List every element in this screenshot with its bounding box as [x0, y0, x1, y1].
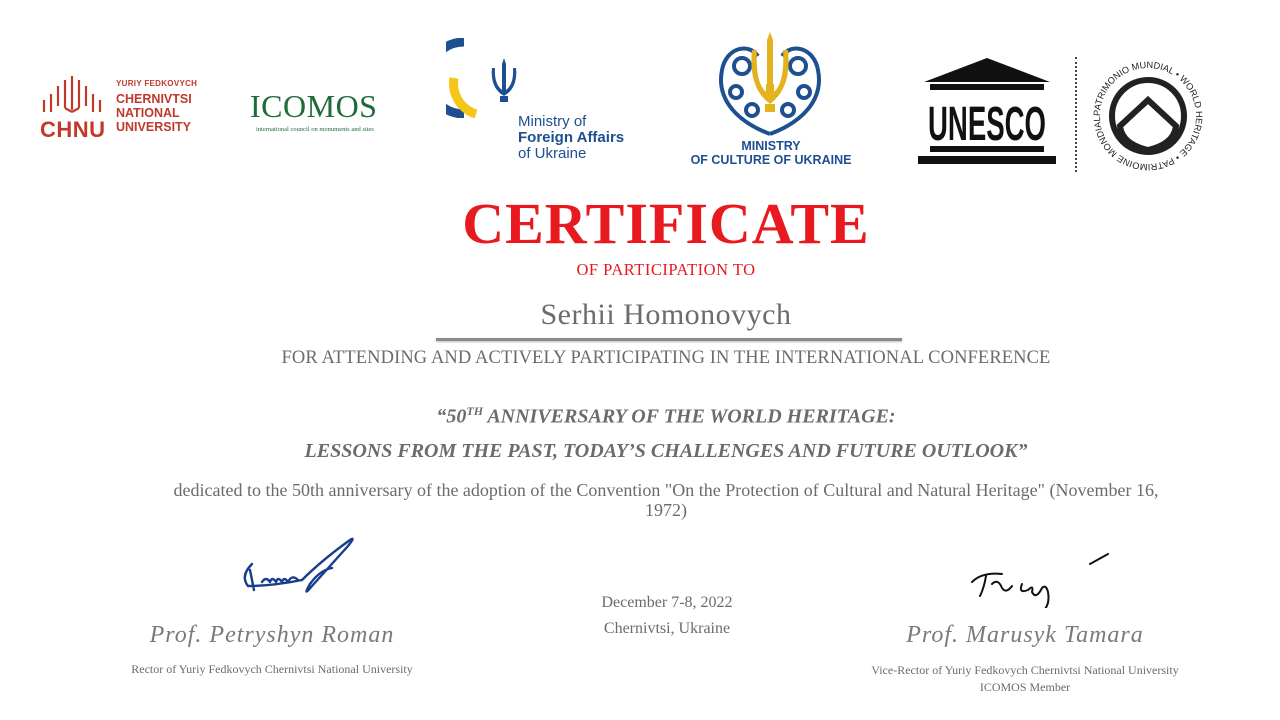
chnu-line-1: CHERNIVTSI: [116, 92, 192, 106]
certificate-subtitle: OF PARTICIPATION TO: [576, 260, 756, 279]
mfa-line-2: Foreign Affairs: [518, 129, 625, 146]
moc-line-1: MINISTRY: [741, 139, 801, 153]
vice-rector-signature: [962, 548, 1118, 608]
mfa-logo-text: [518, 114, 624, 162]
trident-icon: [492, 58, 517, 102]
icomos-logo-subtitle: international council on monuments and sites: [256, 126, 374, 133]
golden-trident-icon: [751, 32, 788, 112]
vice-rector-role: [820, 662, 1230, 696]
vice-rector-role-line-2: ICOMOS Member: [979, 680, 1071, 694]
mfa-logo-icon: [446, 38, 526, 118]
event-place: Chernivtsi, Ukraine: [603, 620, 731, 637]
chnu-abbreviation: CHNU: [40, 117, 106, 142]
conference-title-prefix: “50: [436, 405, 467, 428]
certificate-title: CERTIFICATE: [462, 191, 870, 256]
vice-rector-name: Prof. Marusyk Tamara: [906, 622, 1144, 648]
rector-signature: [232, 530, 362, 610]
dedication-text: dedicated to the 50th anniversary of the adoption of the Convention "On the Protection of Cultural and Natural Heritage" (November 16, 1972): [173, 480, 1159, 520]
mfa-line-3: of Ukraine: [518, 145, 587, 162]
attendance-statement: FOR ATTENDING AND ACTIVELY PARTICIPATING IN THE INTERNATIONAL CONFERENCE: [281, 348, 1051, 368]
conference-title-rest: ANNIVERSARY OF THE WORLD HERITAGE:: [483, 405, 896, 428]
mfa-line-1: Ministry of: [518, 113, 587, 130]
conference-title-line-1: [0, 404, 1280, 429]
world-heritage-ring-text: PATRIMONIO MUNDIAL • WORLD HERITAGE • PATRIMOINE MONDIAL: [1091, 59, 1205, 173]
ministry-of-culture-text: [686, 139, 856, 167]
world-heritage-emblem-icon: [1088, 56, 1208, 176]
ministry-of-culture-emblem-icon: [708, 26, 832, 154]
name-underline: [436, 338, 902, 341]
chnu-line-2: NATIONAL: [116, 106, 180, 120]
rector-role: Rector of Yuriy Fedkovych Chernivtsi National University: [131, 662, 413, 676]
chnu-top-line: YURIY FEDKOVYCH: [116, 79, 198, 88]
chnu-name-lines: [116, 92, 216, 134]
conference-title-superscript: TH: [466, 404, 484, 418]
rector-name: Prof. Petryshyn Roman: [149, 622, 395, 648]
chnu-bars-icon: [44, 76, 100, 112]
conference-title-line-2: LESSONS FROM THE PAST, TODAY’S CHALLENGES AND FUTURE OUTLOOK”: [304, 440, 1028, 462]
moc-line-2: OF CULTURE OF UKRAINE: [690, 153, 852, 167]
unesco-temple-logo: [916, 56, 1058, 168]
vice-rector-role-line-1: Vice-Rector of Yuriy Fedkovych Chernivtsi National University: [871, 663, 1179, 677]
event-date: December 7-8, 2022: [601, 594, 733, 611]
unesco-wordmark: UNESCO: [928, 98, 1046, 151]
icomos-logo-title: ICOMOS: [250, 88, 378, 124]
chnu-line-3: UNIVERSITY: [116, 120, 192, 134]
logo-separator: [1075, 57, 1077, 172]
participant-name: Serhii Homonovych: [540, 298, 792, 331]
